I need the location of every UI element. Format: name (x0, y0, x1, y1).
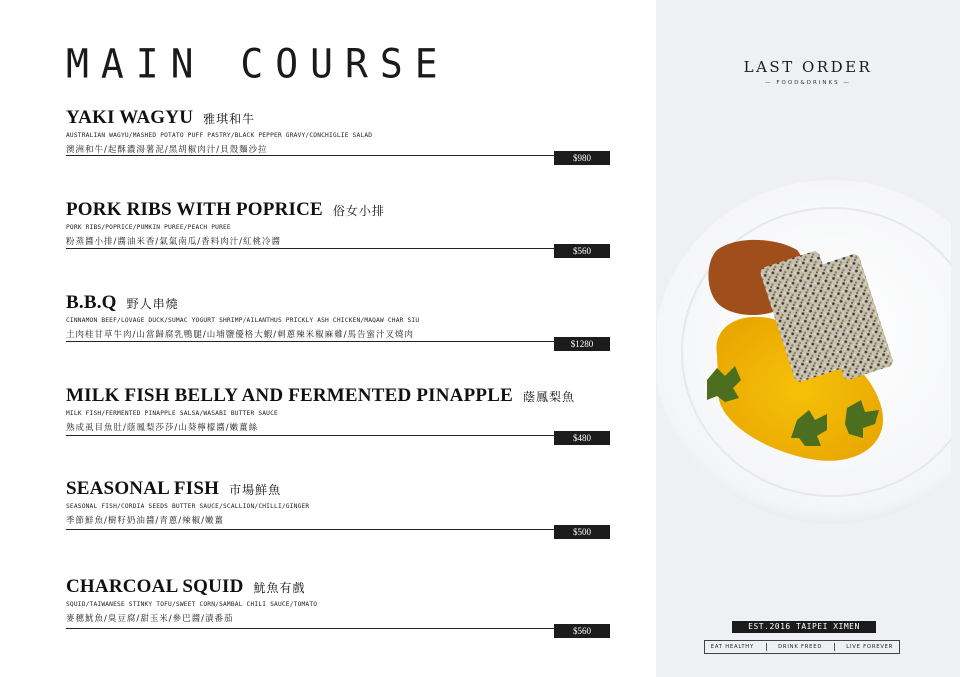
item-name-en: YAKI WAGYU (66, 107, 194, 128)
price-tag: $560 (554, 624, 610, 638)
item-name-en: PORK RIBS WITH POPRICE (66, 199, 323, 220)
tagline-eat: EAT HEALTHY (710, 644, 754, 650)
item-name-zh: 雅琪和牛 (203, 112, 256, 126)
price-row (66, 151, 610, 165)
dish-photo (657, 120, 951, 577)
tagline-live: LIVE FOREVER (846, 644, 894, 650)
item-name-row (66, 576, 610, 598)
price-row (66, 337, 610, 351)
menu-item (66, 576, 610, 636)
brand-name: LAST ORDER (743, 58, 873, 76)
item-name-row (66, 385, 610, 407)
price-row (66, 244, 610, 258)
brand-header (656, 0, 960, 120)
item-description-en: AUSTRALIAN WAGYU/MASHED POTATO PUFF PASTRY/BLACK PEPPER GRAVY/CONCHIGLIE SALAD (66, 132, 373, 139)
dish-illustration (657, 120, 951, 577)
tagline-divider (834, 643, 835, 651)
brand-subtitle: — FOOD&DRINKS — (765, 80, 851, 86)
item-description-en: MILK FISH/FERMENTED PINAPPLE SALSA/WASABI BUTTER SAUCE (66, 410, 278, 417)
item-name-zh: 俗女小排 (332, 204, 385, 218)
price-rule (66, 248, 554, 249)
item-name-en: B.B.Q (66, 292, 117, 313)
price-tag: $1280 (554, 337, 610, 351)
item-name-row (66, 107, 610, 129)
menu-item (66, 385, 610, 443)
price-row (66, 525, 610, 539)
price-row (66, 624, 610, 638)
price-rule (66, 529, 554, 530)
price-tag: $980 (554, 151, 610, 165)
tagline-box (704, 640, 900, 654)
menu-item (66, 199, 610, 256)
item-description-en: PORK RIBS/POPRICE/PUMKIN PUREE/PEACH PUREE (66, 224, 231, 231)
item-description-zh: 熟成虱目魚肚/蔭鳳梨莎莎/山葵檸檬醬/嫩薑絲 (66, 423, 259, 433)
item-description-zh: 季節鮮魚/樹籽奶油醬/青蔥/辣椒/嫩薑 (66, 516, 224, 526)
item-description-en: SQUID/TAIWANESE STINKY TOFU/SWEET CORN/SAMBAL CHILI SAUCE/TOMATO (66, 601, 318, 608)
price-tag: $480 (554, 431, 610, 445)
item-name-row (66, 292, 610, 314)
item-name-en: MILK FISH BELLY AND FERMENTED PINAPPLE (66, 385, 513, 406)
price-rule (66, 341, 554, 342)
brand-panel (656, 0, 960, 677)
item-description-en: CINNAMON BEEF/LOVAGE DUCK/SUMAC YOGURT SHRIMP/AILANTHUS PRICKLY ASH CHICKEN/MAQAW CHAR SIU (66, 317, 420, 324)
price-rule (66, 628, 554, 629)
item-name-zh: 野人串燒 (126, 297, 179, 311)
item-description-zh: 土肉桂甘草牛肉/山當歸腐乳鴨腿/山埔鹽優格大蝦/刺蔥辣米椒麻雞/馬告蜜汁叉燒肉 (66, 330, 414, 340)
price-rule (66, 435, 554, 436)
item-name-row (66, 478, 610, 500)
item-name-zh: 市場鮮魚 (229, 483, 282, 497)
menu-item (66, 478, 610, 537)
item-name-en: SEASONAL FISH (66, 478, 220, 499)
price-tag: $500 (554, 525, 610, 539)
item-name-zh: 蔭鳳梨魚 (522, 390, 575, 404)
price-tag: $560 (554, 244, 610, 258)
est-badge: EST.2016 TAIPEI XIMEN (732, 621, 876, 633)
price-row (66, 431, 610, 445)
tagline-drink: DRINK FREED (778, 644, 823, 650)
menu-title: MAIN COURSE (66, 40, 450, 88)
item-description-zh: 粉蒸醬小排/醬油米香/氣氣南瓜/香料肉汁/紅桃冷醬 (66, 237, 281, 247)
item-name-zh: 魷魚有戲 (253, 581, 306, 595)
item-description-zh: 澳洲和牛/起酥濃湯薯泥/黑胡椒肉汁/貝殼麵沙拉 (66, 145, 268, 155)
item-name-row (66, 199, 610, 221)
price-rule (66, 155, 554, 156)
item-description-zh: 麥穗魷魚/臭豆腐/甜玉米/參巴醬/漬番茄 (66, 614, 234, 624)
item-name-en: CHARCOAL SQUID (66, 576, 244, 597)
menu-item (66, 292, 610, 349)
item-description-en: SEASONAL FISH/CORDIA SEEDS BUTTER SAUCE/SCALLION/CHILLI/GINGER (66, 503, 310, 510)
menu-item (66, 107, 610, 163)
tagline-divider (766, 643, 767, 651)
